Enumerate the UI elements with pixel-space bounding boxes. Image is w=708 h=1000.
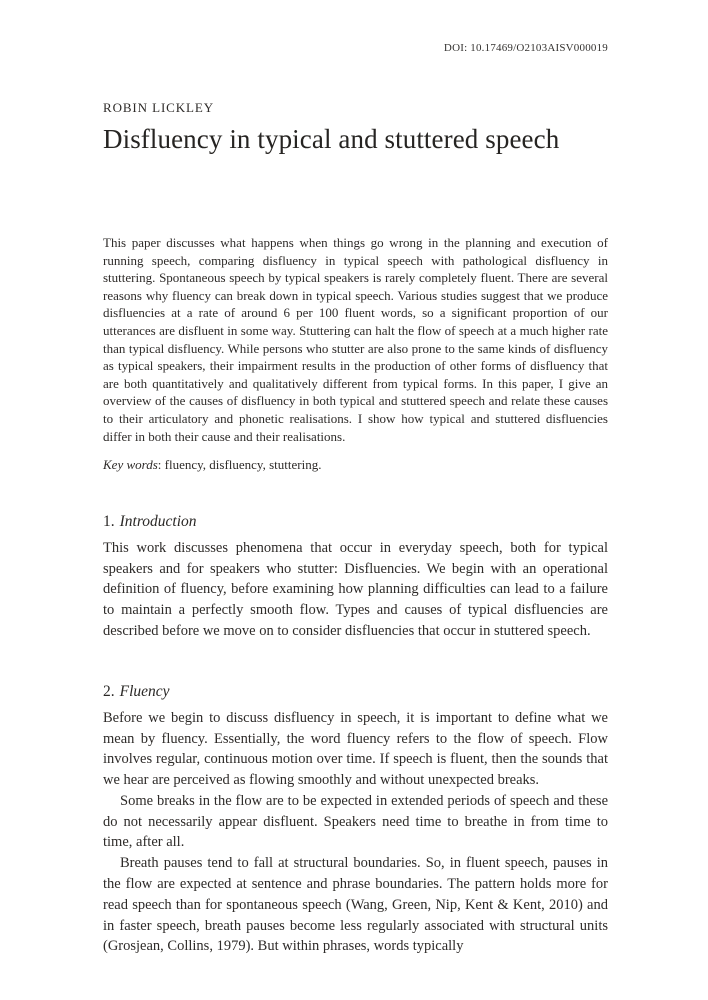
- keywords-list: : fluency, disfluency, stuttering.: [157, 457, 322, 473]
- section-introduction: [103, 512, 608, 642]
- section-title: Fluency: [119, 682, 170, 700]
- paragraph: Before we begin to discuss disfluency in speech, it is important to define what we mean by fluency. Essentially, the word fluency refers to the flow of speech. Flow involves regular, continuous motion over time. If speech is fluent, then the sounds that we hear are perceived as flowing smoothly and without unexpected breaks.: [103, 709, 608, 789]
- section-number: 1.: [103, 512, 115, 530]
- section-heading-introduction: [103, 512, 608, 531]
- doi-line: DOI: 10.17469/O2103AISV000019: [443, 42, 608, 54]
- keywords-line: [103, 456, 608, 474]
- paragraph: Some breaks in the flow are to be expected in extended periods of speech and these do not necessarily appear disfluent. Speakers need time to breathe in from time to time, after all.: [103, 792, 608, 851]
- abstract-text: This paper discusses what happens when things go wrong in the planning and execution of running speech, comparing disfluency in typical speech with pathological disfluency in stuttering. Spontaneous speech by typical speakers is rarely completely fluent. There are several reasons why fluency can break down in typical speech. Various studies suggest that we produce disfluencies at a rate of around 6 per 100 fluent words, so a significant proportion of our utterances are disfluent in some way. Stuttering can halt the flow of speech at a much higher rate than typical disfluency. While persons who stutter are also prone to the same kinds of disfluency as typical speakers, their impairment results in the production of other forms of disfluency that are both quantitatively and qualitatively different from typical forms. In this paper, I give an overview of the causes of disfluency in both typical and stuttered speech and relate these causes to their articulatory and phonetic realisations. I show how typical and stuttered disfluencies differ in both their cause and their realisations.: [103, 235, 608, 444]
- paragraph: This work discusses phenomena that occur in everyday speech, both for typical speakers and for speakers who stutter: Disfluencies. We begin with an operational definition of fluency, before examining how planning difficulties can lead to a failure to maintain a perfectly smooth flow. Types and causes of typical disfluencies are described before we move on to consider disfluencies that occur in stuttered speech.: [103, 539, 608, 639]
- section-fluency: [103, 682, 608, 958]
- section-heading-fluency: [103, 682, 608, 701]
- paragraph: Breath pauses tend to fall at structural boundaries. So, in fluent speech, pauses in the flow are expected at sentence and phrase boundaries. The pattern holds more for read speech than for spontaneous speech (Wang, Green, Nip, Kent & Kent, 2010) and in faster speech, breath pauses become less regularly associated with structural units (Grosjean, Collins, 1979). But within phrases, words typically: [103, 855, 608, 955]
- section-number: 2.: [103, 682, 115, 700]
- section-title: Introduction: [119, 512, 197, 530]
- paper-title: Disfluency in typical and stuttered speech: [103, 124, 560, 154]
- page-content: [103, 0, 608, 957]
- author-name: ROBIN LICKLEY: [103, 100, 214, 115]
- keywords-label: Key words: [103, 457, 158, 473]
